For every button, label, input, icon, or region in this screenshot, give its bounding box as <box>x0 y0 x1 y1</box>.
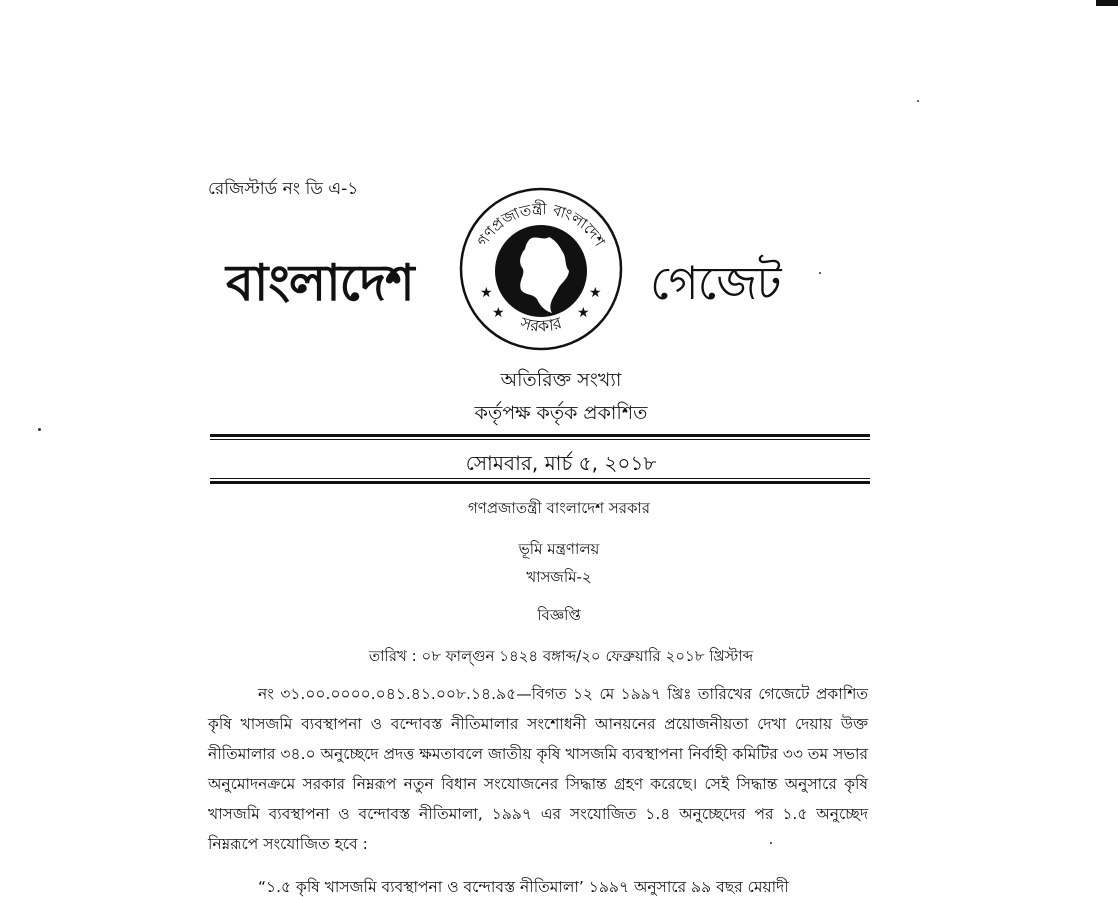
header-divider <box>210 434 870 437</box>
government-seal-icon <box>456 185 626 353</box>
seal-star-left-icon: ★ <box>492 305 505 321</box>
ministry-name: ভূমি মন্ত্রণালয় <box>518 540 600 558</box>
registration-number: রেজিস্টার্ড নং ডি এ-১ <box>208 179 359 199</box>
published-by-label: কর্তৃপক্ষ কর্তৃক প্রকাশিত <box>474 402 648 424</box>
notice-date: তারিখ : ০৮ ফাল্গুন ১৪২৪ বঙ্গাব্দ/২০ ফেব্রুয়ারি ২০১৮ খ্রিস্টাব্দ <box>368 647 754 665</box>
government-name: গণপ্রজাতন্ত্রী বাংলাদেশ সরকার <box>467 499 651 517</box>
division-name: খাসজমি-২ <box>526 568 592 586</box>
header-divider <box>210 481 870 484</box>
notice-heading: বিজ্ঞপ্তি <box>537 606 581 624</box>
masthead-title-left: বাংলাদেশ <box>226 254 414 312</box>
scan-edge-mark <box>1096 0 1118 6</box>
header-divider <box>210 478 870 479</box>
notice-paragraph: নং ৩১.০০.০০০০.০৪১.৪১.০০৮.১৪.৯৫—বিগত ১২ মে ১৯৯৭ খ্রিঃ তারিখের গেজেটে প্রকাশিত কৃষি খাসজমি ব্যবস্থাপনা ও বন্দোবস্ত নীতিমালার সংশোধনী আনয়নের প্রয়োজনীয়তা দেখা দেয়ায় উক্ত নীতিমালার ৩৪.০ অনুচ্ছেদে প্রদত্ত ক্ষমতাবলে জাতীয় কৃষি খাসজমি ব্যবস্থাপনা নির্বাহী কমিটির ৩৩ তম সভার অনুমোদনক্রমে সরকার নিম্নরূপ নতুন বিধান সংযোজনের সিদ্ধান্ত গ্রহণ করেছে। সেই সিদ্ধান্ত অনুসারে কৃষি খাসজমি ব্যবস্থাপনা ও বন্দোবস্ত নীতিমালা, ১৯৯৭ এর সংযোজিত ১.৪ অনুচ্ছেদের পর ১.৫ অনুচ্ছেদ নিম্নরূপে সংযোজিত হবে : <box>208 685 868 853</box>
scan-speck <box>819 272 821 274</box>
seal-top-text: গণপ্রজাতন্ত্রী বাংলাদেশ <box>473 199 609 250</box>
seal-bottom-text: সরকার <box>518 313 564 336</box>
header-divider <box>210 439 870 440</box>
seal-star-right-icon: ★ <box>589 285 602 301</box>
seal-star-right-icon: ★ <box>577 305 590 321</box>
masthead-title-right: গেজেট <box>650 256 781 310</box>
extra-issue-label: অতিরিক্ত সংখ্যা <box>500 369 622 391</box>
scan-speck <box>917 100 919 102</box>
notice-body-continued <box>208 872 868 897</box>
notice-body <box>208 679 868 859</box>
issue-date: সোমবার, মার্চ ৫, ২০১৮ <box>465 451 657 475</box>
notice-paragraph: “১.৫ কৃষি খাসজমি ব্যবস্থাপনা ও বন্দোবস্ত নীতিমালা’ ১৯৯৭ অনুসারে ৯৯ বছর মেয়াদী <box>258 878 789 896</box>
seal-star-left-icon: ★ <box>480 285 493 301</box>
